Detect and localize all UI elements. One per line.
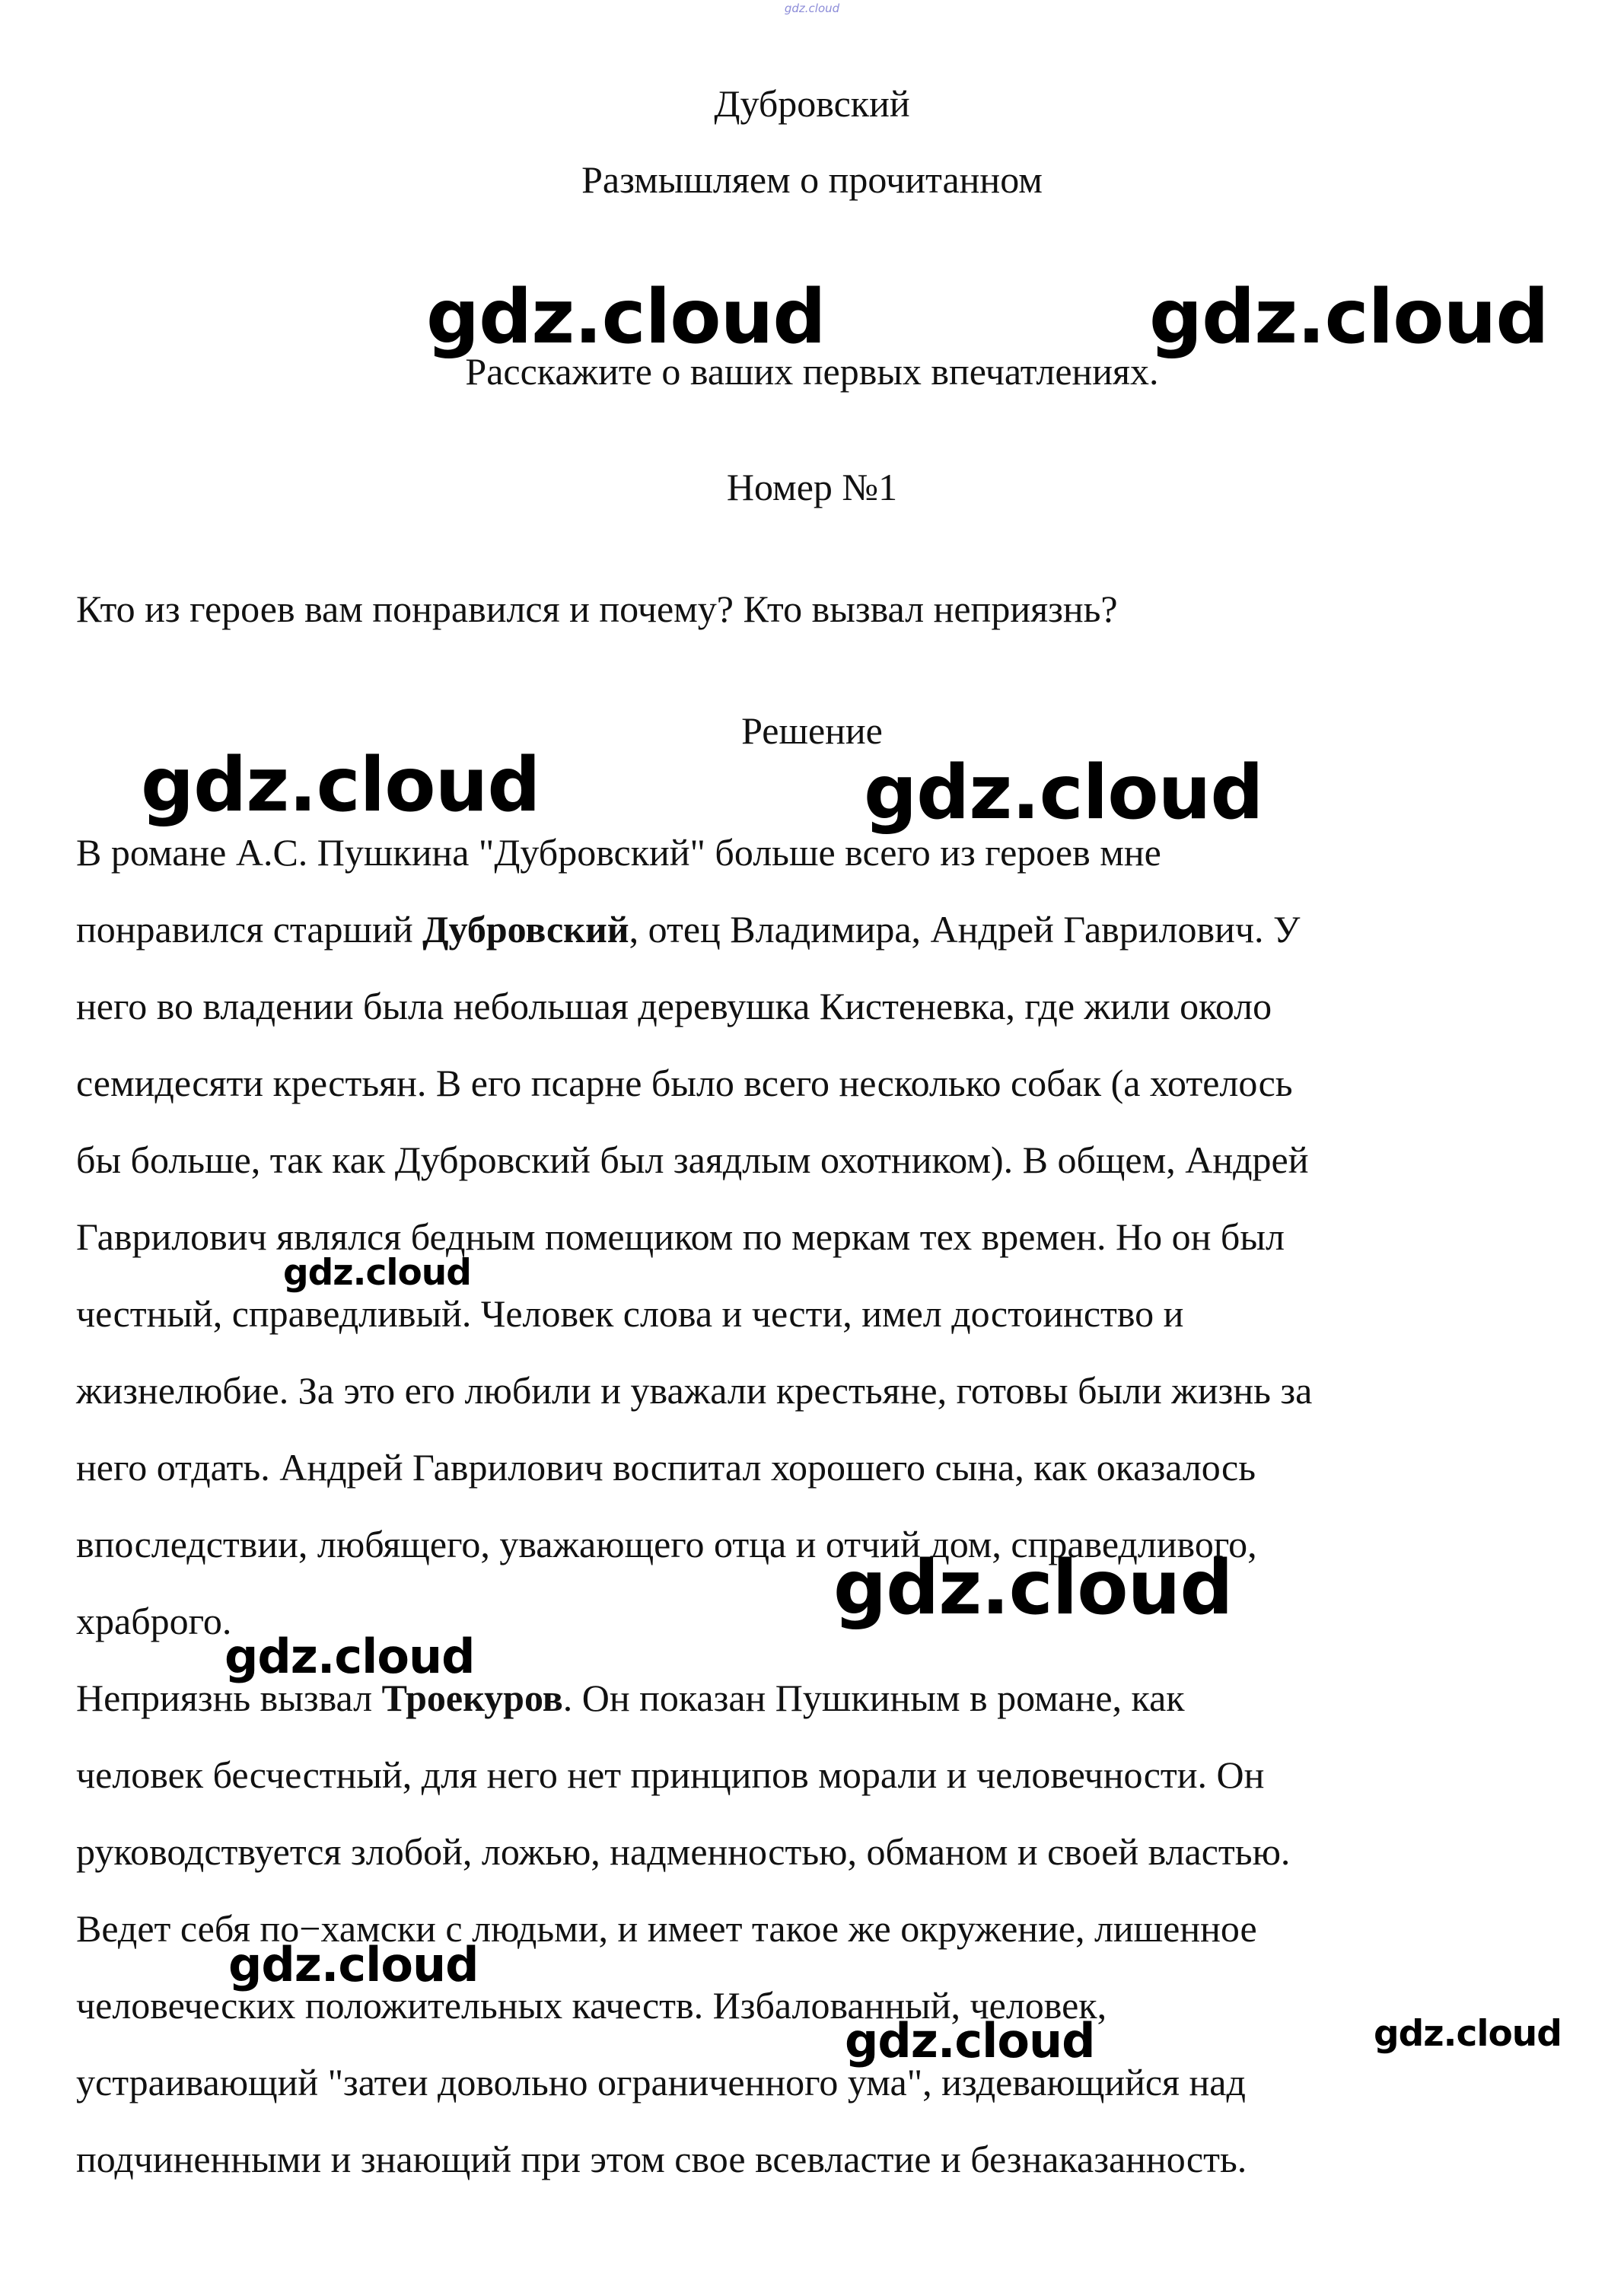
hero-name-troekurov: Троекуров [381, 1677, 563, 1719]
watermark: gdz.cloud [283, 1252, 471, 1294]
answer-line: честный, справедливый. Человек слова и чести, имел достоинство и [76, 1292, 1184, 1335]
answer-line: Гаврилович являлся бедным помещиком по меркам тех времен. Но он был [76, 1215, 1285, 1258]
answer-line: понравился старший Дубровский, отец Владимира, Андрей Гаврилович. У [76, 908, 1301, 951]
watermark: gdz.cloud [1149, 274, 1549, 361]
answer-line: руководствуется злобой, ложью, надменностью, обманом и своей властью. [76, 1830, 1291, 1873]
solution-heading: Решение [741, 709, 883, 752]
document-subtitle: Размышляем о прочитанном [581, 158, 1043, 201]
watermark: gdz.cloud [141, 742, 540, 829]
answer-line: В романе А.С. Пушкина "Дубровский" больше всего из героев мне [76, 831, 1161, 874]
answer-line: бы больше, так как Дубровский был заядлым охотником). В общем, Андрей [76, 1139, 1309, 1181]
watermark: gdz.cloud [224, 1629, 475, 1684]
watermark: gdz.cloud [864, 750, 1263, 836]
answer-line: человек бесчестный, для него нет принципов морали и человечности. Он [76, 1753, 1265, 1796]
watermark: gdz.cloud [1374, 2013, 1562, 2055]
answer-line: человеческих положительных качеств. Избалованный, человек, [76, 1984, 1107, 2027]
hero-name-dubrovsky: Дубровский [422, 908, 629, 951]
answer-line: Ведет себя по−хамски с людьми, и имеет такое же окружение, лишенное [76, 1907, 1257, 1950]
question-text: Кто из героев вам понравился и почему? Кто вызвал неприязнь? [76, 588, 1118, 630]
task-number: Номер №1 [726, 466, 898, 508]
answer-line: семидесяти крестьян. В его псарне было всего несколько собак (а хотелось [76, 1062, 1293, 1104]
watermark: gdz.cloud [426, 274, 826, 361]
document-title: Дубровский [714, 82, 910, 125]
watermark: gdz.cloud [228, 1937, 479, 1992]
answer-line: впоследствии, любящего, уважающего отца и отчий дом, справедливого, [76, 1523, 1257, 1565]
watermark: gdz.cloud [833, 1545, 1233, 1632]
answer-line: Неприязнь вызвал Троекуров. Он показан Пушкиным в романе, как [76, 1677, 1185, 1719]
answer-line: храброго. [76, 1600, 232, 1642]
watermark: gdz.cloud [845, 2013, 1095, 2068]
answer-line: него отдать. Андрей Гаврилович воспитал хорошего сына, как оказалось [76, 1446, 1256, 1489]
answer-line: него во владении была небольшая деревушка Кистеневка, где жили около [76, 985, 1272, 1027]
answer-line: устраивающий "затеи довольно ограниченного ума", издевающийся над [76, 2061, 1246, 2104]
site-mark: gdz.cloud [784, 2, 840, 15]
section-heading: Расскажите о ваших первых впечатлениях. [465, 350, 1159, 393]
answer-line: подчиненными и знающий при этом свое всевластие и безнаказанность. [76, 2138, 1247, 2180]
answer-line: жизнелюбие. За это его любили и уважали крестьяне, готовы были жизнь за [76, 1369, 1313, 1412]
